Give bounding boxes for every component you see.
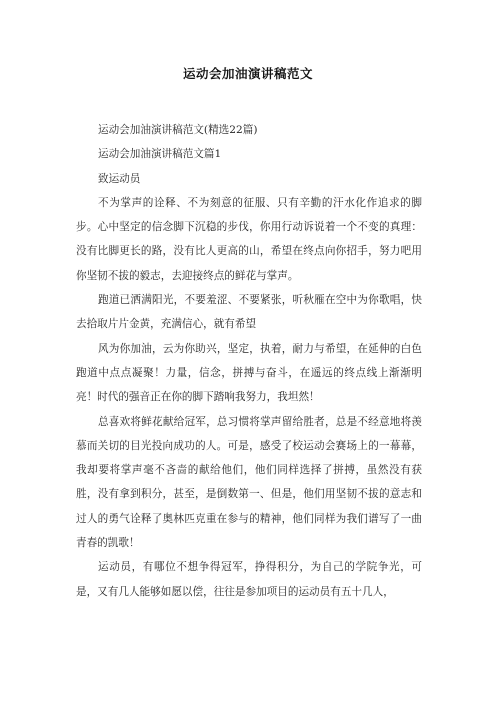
document-title: 运动会加油演讲稿范文 xyxy=(182,66,313,81)
paragraph: 跑道已洒满阳光，不要羞涩、不要紧张，听秋雁在空中为你歌唱，快去拾取片片金黄，充满信心，就有希望 xyxy=(76,294,422,331)
paragraph-salutation: 致运动员 xyxy=(98,172,141,185)
paragraph: 运动员，有哪位不想争得冠军，挣得积分，为自己的学院争光，可是，又有几人能够如愿以偿，往往是参加项目的运动员有五十几人， xyxy=(76,561,422,598)
paragraph-section-heading: 运动会加油演讲稿范文篇1 xyxy=(98,148,222,161)
paragraph-subtitle: 运动会加油演讲稿范文(精选22篇) xyxy=(98,124,258,136)
paragraph: 总喜欢将鲜花献给冠军，总习惯将掌声留给胜者，总是不经意地将羡慕而关切的目光投向成功的人。可是，感受了校运动会赛场上的一幕幕，我却要将掌声毫不吝啬的献给他们，他们同样选择了拼搏，虽然没有获胜，没有拿到积分，甚至，是倒数第一、但是，他们用坚韧不拔的意志和过人的勇气诠释了奥林匹克重在参与的精神，他们同样为我们谱写了一曲青春的凯歌！ xyxy=(76,415,422,550)
paragraph: 不为掌声的诠释、不为刻意的征服、只有辛勤的汗水化作追求的脚步。心中坚定的信念脚下沉稳的步伐，你用行动诉说着一个不变的真理：没有比脚更长的路，没有比人更高的山，希望在终点向你招手，努力吧用你坚韧不拔的毅志，去迎接终点的鲜花与掌声。 xyxy=(76,196,422,282)
paragraph: 风为你加油，云为你助兴，坚定，执着，耐力与希望，在延伸的白色跑道中点点凝聚！力量，信念，拼搏与奋斗，在遥远的终点线上渐渐明亮！时代的强音正在你的脚下踏响我努力，我坦然！ xyxy=(76,342,422,404)
document-body xyxy=(76,118,422,604)
